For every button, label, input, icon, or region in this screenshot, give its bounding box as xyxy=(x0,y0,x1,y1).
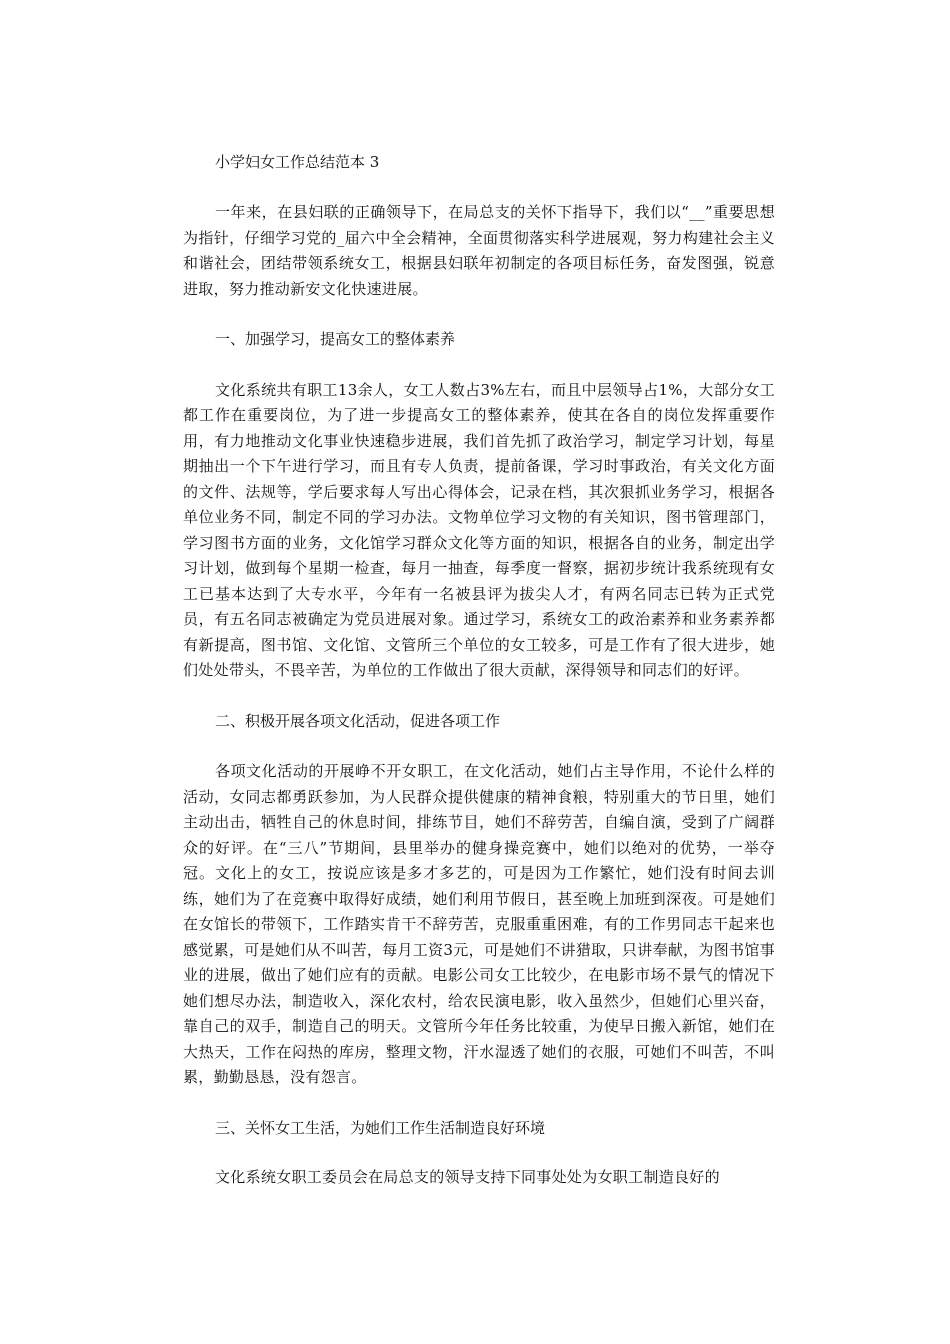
section-body-2: 各项文化活动的开展峥不开女职工，在文化活动，她们占主导作用，不论什么样的活动，女同志都勇跃参加，为人民群众提供健康的精神食粮，特别重大的节日里，她们主动出击，牺牲自己的休息时间，排练节目，她们不辞劳苦，自编自演，受到了广阔群众的好评。在“三八”节期间，县里举办的健身操竞赛中，她们以绝对的优势，一举夺冠。文化上的女工，按说应该是多才多艺的，可是因为工作繁忙，她们没有时间去训练，她们为了在竞赛中取得好成绩，她们利用节假日，甚至晚上加班到深夜。可是她们在女馆长的带领下，工作踏实肯干不辞劳苦，克服重重困难，有的工作男同志干起来也感觉累，可是她们从不叫苦，每月工资3元，可是她们不讲猎取，只讲奉献，为图书馆事业的进展，做出了她们应有的贡献。电影公司女工比较少，在电影市场不景气的情况下她们想尽办法，制造收入，深化农村，给农民演电影，收入虽然少，但她们心里兴奋，靠自己的双手，制造自己的明天。文管所今年任务比较重，为使早日搬入新馆，她们在大热天，工作在闷热的库房，整理文物，汗水湿透了她们的衣服，可她们不叫苦，不叫累，勤勤恳恳，没有怨言。 xyxy=(183,762,775,1086)
section-heading-1: 一、加强学习，提高女工的整体素养 xyxy=(215,330,456,348)
intro-paragraph: 一年来，在县妇联的正确领导下，在局总支的关怀下指导下，我们以“__”重要思想为指针，仔细学习党的_届六中全会精神，全面贯彻落实科学进展观，努力构建社会主义和谐社会，团结带领系统女工，根据县妇联年初制定的各项目标任务，奋发图强，锐意进取，努力推动新安文化快速进展。 xyxy=(183,203,775,298)
section-body-3: 文化系统女职工委员会在局总支的领导支持下同事处处为女职工制造良好的 xyxy=(215,1168,720,1186)
section-heading-2: 二、积极开展各项文化活动，促进各项工作 xyxy=(215,711,501,730)
section-heading-3: 三、关怀女工生活，为她们工作生活制造良好环境 xyxy=(215,1118,546,1137)
document-title: 小学妇女工作总结范本 3 xyxy=(215,153,380,171)
document-content xyxy=(183,142,775,1191)
section-body-1: 文化系统共有职工13余人，女工人数占3%左右，而且中层领导占1%，大部分女工都工作在重要岗位，为了进一步提高女工的整体素养，使其在各自的岗位发挥重要作用，有力地推动文化事业快速稳步进展，我们首先抓了政治学习，制定学习计划，每星期抽出一个下午进行学习，而且有专人负责，提前备课，学习时事政治，有关文化方面的文件、法规等，学后要求每人写出心得体会，记录在档，其次狠抓业务学习，根据各单位业务不同，制定不同的学习办法。文物单位学习文物的有关知识，图书管理部门，学习图书方面的业务，文化馆学习群众文化等方面的知识，根据各自的业务，制定出学习计划，做到每个星期一检查，每月一抽查，每季度一督察，据初步统计我系统现有女工已基本达到了大专水平，今年有一名被县评为拔尖人才，有两名同志已转为正式党员，有五名同志被确定为党员进展对象。通过学习，系统女工的政治素养和业务素养都有新提高，图书馆、文化馆、文管所三个单位的女工较多，可是工作有了很大进步，她们处处带头，不畏辛苦，为单位的工作做出了很大贡献，深得领导和同志们的好评。 xyxy=(183,380,775,679)
